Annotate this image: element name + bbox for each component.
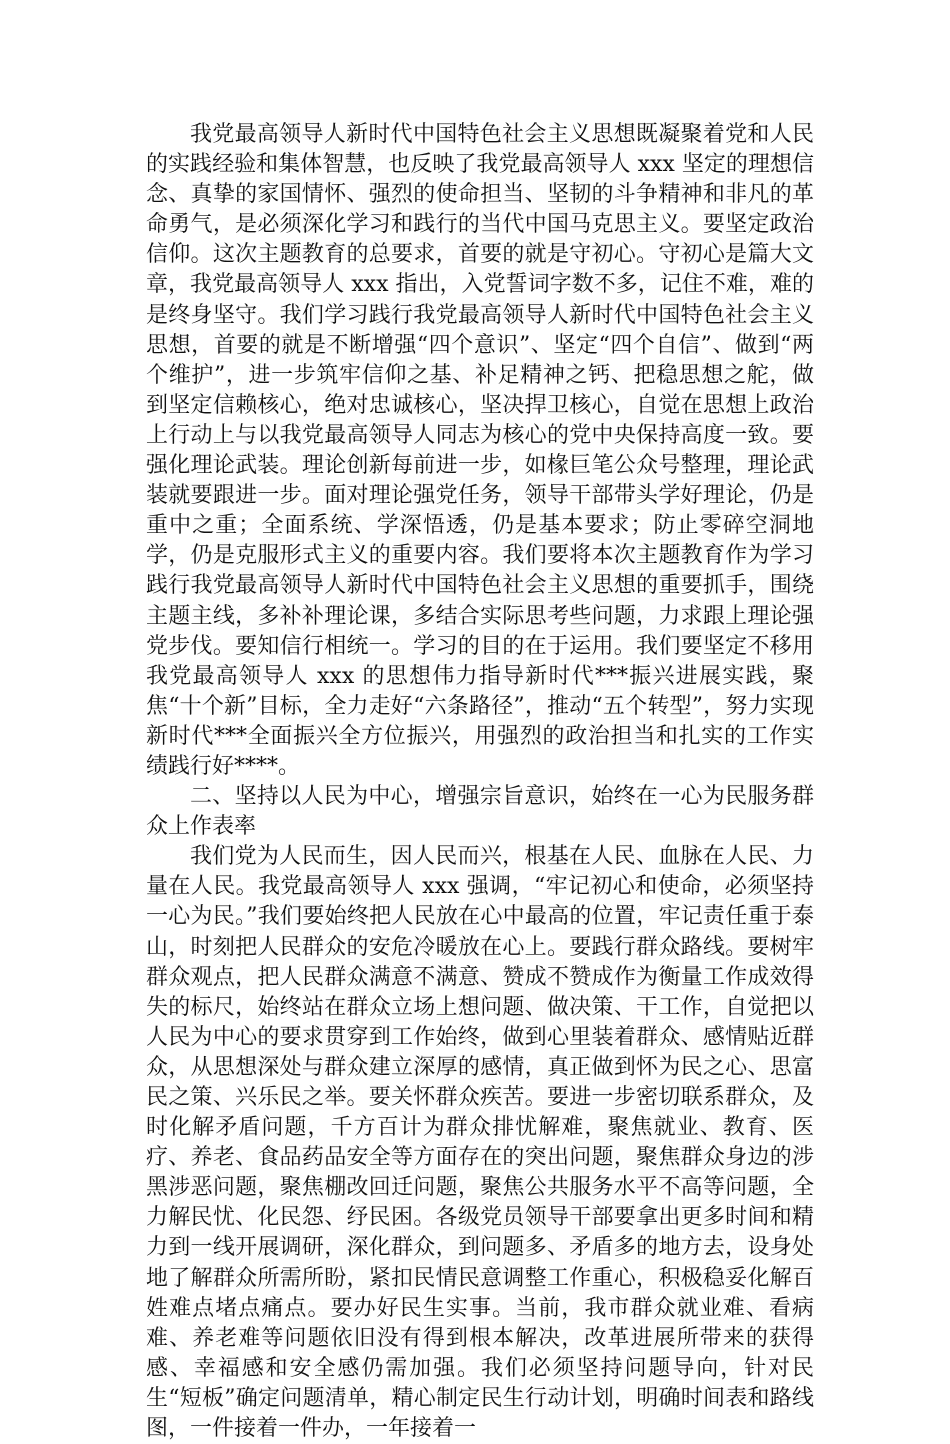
paragraph-theory: 我党最高领导人新时代中国特色社会主义思想既凝聚着党和人民的实践经验和集体智慧，也反映了我党最高领导人 xxx 坚定的理想信念、真挚的家国情怀、强烈的使命担当、坚韧的斗争精神和非凡的革命勇气，是必须深化学习和践行的当代中国马克思主义。要坚定政治信仰。这次主题教育的总要求，首要的就是守初心。守初心是篇大文章，我党最高领导人 xxx 指出，入党誓词字数不多，记住不难，难的是终身坚守。我们学习践行我党最高领导人新时代中国特色社会主义思想，首要的就是不断增强“四个意识”、坚定“四个自信”、做到“两个维护”，进一步筑牢信仰之基、补足精神之钙、把稳思想之舵，做到坚定信赖核心，绝对忠诚核心，坚决捍卫核心，自觉在思想上政治上行动上与以我党最高领导人同志为核心的党中央保持高度一致。要强化理论武装。理论创新每前进一步，如椽巨笔公众号整理，理论武装就要跟进一步。面对理论强党任务，领导干部带头学好理论，仍是重中之重；全面系统、学深悟透，仍是基本要求；防止零碎空洞地学，仍是克服形式主义的重要内容。我们要将本次主题教育作为学习践行我党最高领导人新时代中国特色社会主义思想的重要抓手，围绕主题主线，多补补理论课，多结合实际思考些问题，力求跟上理论强党步伐。要知信行相统一。学习的目的在于运用。我们要坚定不移用我党最高领导人 xxx 的思想伟力指导新时代***振兴进展实践，聚焦“十个新”目标，全力走好“六条路径”，推动“五个转型”，努力实现新时代***全面振兴全方位振兴，用强烈的政治担当和扎实的工作实绩践行好****。 bbox=[146, 122, 814, 779]
section-heading-2: 二、坚持以人民为中心，增强宗旨意识，始终在一心为民服务群众上作表率 bbox=[146, 784, 814, 840]
paragraph-people: 我们党为人民而生，因人民而兴，根基在人民、血脉在人民、力量在人民。我党最高领导人 xxx 强调，“牢记初心和使命，必须坚持一心为民。”我们要始终把人民放在心中最高的位置，牢记责任重于泰山，时刻把人民群众的安危冷暖放在心上。要践行群众路线。要树牢群众观点，把人民群众满意不满意、赞成不赞成作为衡量工作成效得失的标尺，始终站在群众立场上想问题、做决策、干工作，自觉把以人民为中心的要求贯穿到工作始终，做到心里装着群众、感情贴近群众，从思想深处与群众建立深厚的感情，真正做到怀为民之心、思富民之策、兴乐民之举。要关怀群众疾苦。要进一步密切联系群众，及时化解矛盾问题，千方百计为群众排忧解难，聚焦就业、教育、医疗、养老、食品药品安全等方面存在的突出问题，聚焦群众身边的涉黑涉恶问题，聚焦棚改回迁问题，聚焦公共服务水平不高等问题，全力解民忧、化民怨、纾民困。各级党员领导干部要拿出更多时间和精力到一线开展调研，深化群众，到问题多、矛盾多的地方去，设身处地了解群众所需所盼，紧扣民情民意调整工作重心，积极稳妥化解百姓难点堵点痛点。要办好民生实事。当前，我市群众就业难、看病难、养老难等问题依旧没有得到根本解决，改革进展所带来的获得感、幸福感和安全感仍需加强。我们必须坚持问题导向，针对民生“短板”确定问题清单，精心制定民生行动计划，明确时间表和路线图，一件接着一件办，一年接着一 bbox=[146, 844, 814, 1442]
body-text bbox=[146, 120, 814, 1444]
